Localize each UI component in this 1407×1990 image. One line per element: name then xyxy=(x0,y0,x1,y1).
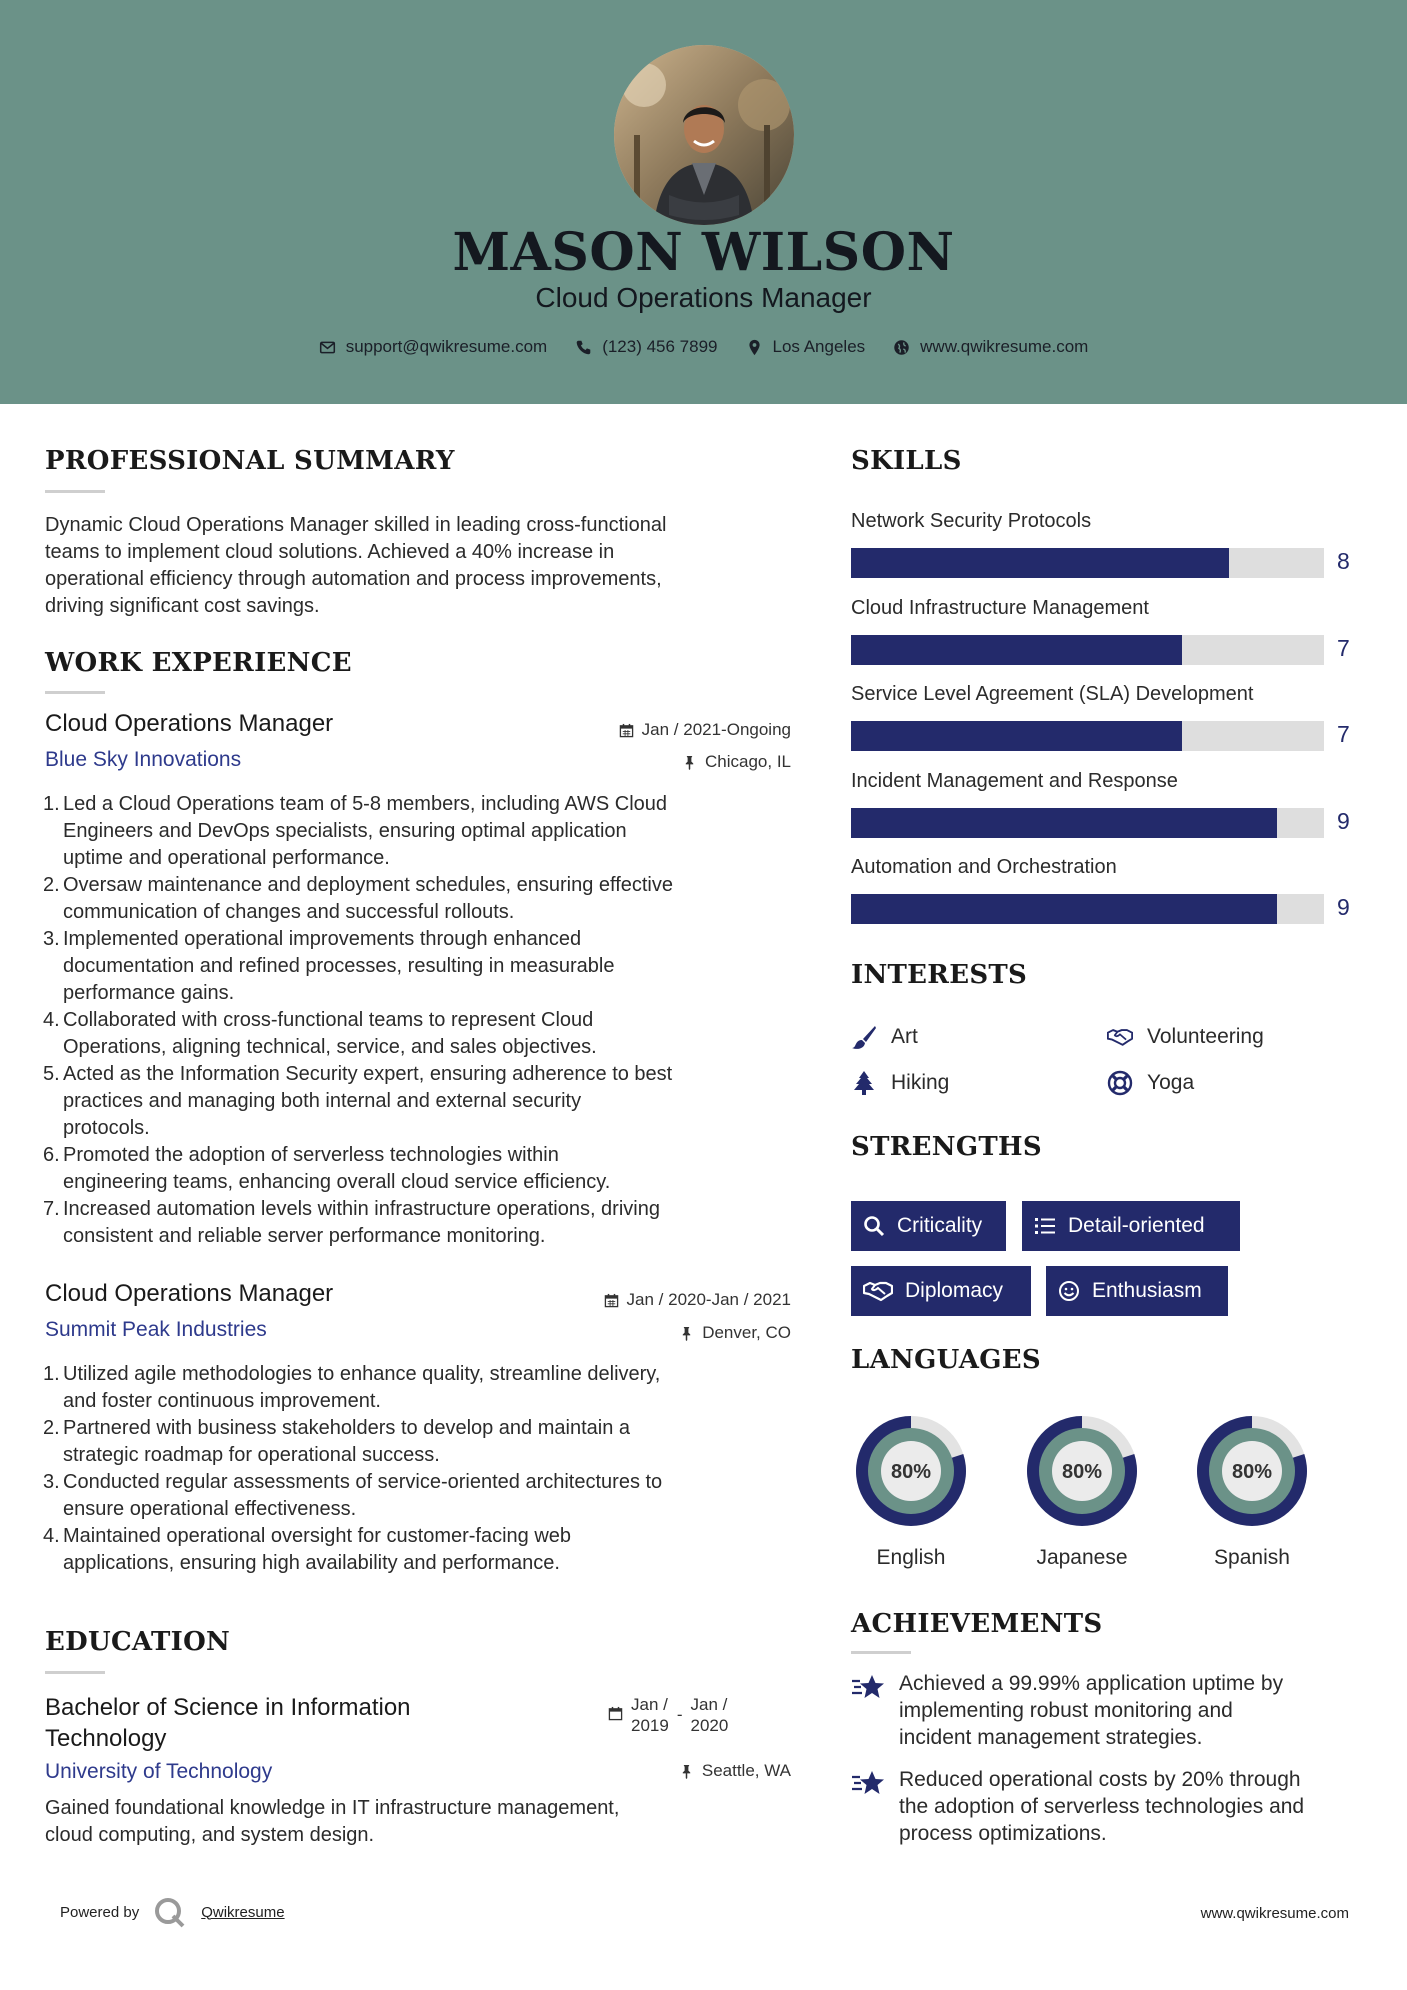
map-pin-icon xyxy=(746,339,763,356)
language-label: Japanese xyxy=(1036,1546,1128,1569)
list-icon xyxy=(1034,1215,1056,1237)
paintbrush-icon xyxy=(851,1024,877,1050)
skill-bar-fill xyxy=(851,548,1229,578)
pushpin-icon xyxy=(679,1764,694,1779)
envelope-icon xyxy=(319,339,336,356)
list-item: 2. Partnered with business stakeholders to develop and maintain a strategic roadmap for operational success. xyxy=(43,1417,631,1466)
skill-label: Cloud Infrastructure Management xyxy=(851,596,1149,619)
school-name: University of Technology xyxy=(45,1760,273,1783)
contact-website[interactable] xyxy=(893,337,1088,357)
summary-line: Dynamic Cloud Operations Manager skilled in leading cross-functional xyxy=(45,514,667,536)
search-icon xyxy=(863,1215,885,1237)
skill-score: 7 xyxy=(1337,721,1350,747)
qwikresume-logo-icon xyxy=(153,1896,187,1928)
summary-line: teams to implement cloud solutions. Achieved a 40% increase in xyxy=(45,541,615,563)
education-rule xyxy=(45,1671,105,1674)
education-location: Seattle, WA xyxy=(560,1761,791,1781)
education-heading: EDUCATION xyxy=(45,1627,231,1657)
job-dates-text: Jan / 2020-Jan / 2021 xyxy=(626,1290,791,1309)
summary-line: operational efficiency through automation and process improvements, xyxy=(45,568,662,590)
job-location-text: Denver, CO xyxy=(702,1323,791,1342)
achievement-item: Reduced operational costs by 20% through the adoption of serverless technologies and process optimizations. xyxy=(851,1766,1371,1847)
location-text: Los Angeles xyxy=(772,337,866,356)
strength-enthusiasm: Enthusiasm xyxy=(1046,1266,1228,1316)
handshake-icon xyxy=(1107,1024,1133,1050)
footer-website[interactable]: www.qwikresume.com xyxy=(1200,1905,1349,1922)
education-dates xyxy=(608,1694,728,1736)
job-location xyxy=(560,1323,791,1343)
skill-bar-fill xyxy=(851,808,1277,838)
skill-label: Incident Management and Response xyxy=(851,769,1178,792)
interest-yoga: Yoga xyxy=(1107,1070,1194,1096)
list-item: 6. Promoted the adoption of serverless technologies within engineering teams, enhancing overall cloud service efficiency. xyxy=(43,1144,611,1193)
strength-criticality: Criticality xyxy=(851,1201,1006,1251)
website-text: www.qwikresume.com xyxy=(920,337,1089,356)
languages-heading: LANGUAGES xyxy=(851,1345,1041,1375)
list-item: 5. Acted as the Information Security expert, ensuring adherence to best practices and managing both internal and external security protocols. xyxy=(43,1063,673,1139)
calendar-icon xyxy=(608,1706,623,1721)
job-duties xyxy=(45,791,815,1250)
list-item: 1. Utilized agile methodologies to enhance quality, streamline delivery, and foster continuous improvement. xyxy=(43,1363,661,1412)
list-item: 3. Conducted regular assessments of service-oriented architectures to ensure operational effectiveness. xyxy=(43,1471,663,1520)
skill-bar-track xyxy=(851,721,1324,751)
achievements-rule xyxy=(851,1651,911,1654)
job-title: Cloud Operations Manager xyxy=(45,710,334,737)
list-item: 3. Implemented operational improvements through enhanced documentation and refined processes, resulting in measurable performance gains. xyxy=(43,928,615,1004)
achievements-heading: ACHIEVEMENTS xyxy=(851,1609,1103,1639)
summary-text xyxy=(45,512,805,620)
phone-icon xyxy=(575,339,592,356)
list-item: 4. Maintained operational oversight for customer-facing web applications, ensuring high availability and performance. xyxy=(43,1525,572,1574)
tree-icon xyxy=(851,1070,877,1096)
strength-detail-oriented: Detail-oriented xyxy=(1022,1201,1240,1251)
skill-label: Service Level Agreement (SLA) Development xyxy=(851,683,1254,705)
language-ring xyxy=(850,1410,972,1532)
language-label: Spanish xyxy=(1214,1546,1290,1569)
phone-text: (123) 456 7899 xyxy=(602,337,718,356)
smile-icon xyxy=(1058,1280,1080,1302)
skill-score: 8 xyxy=(1337,548,1350,574)
footer-powered-by: Powered by Qwikresume xyxy=(60,1896,285,1928)
lifebuoy-icon xyxy=(1107,1070,1133,1096)
email-text: support@qwikresume.com xyxy=(345,337,548,356)
qwikresume-link[interactable]: Qwikresume xyxy=(201,1903,285,1921)
pushpin-icon xyxy=(682,755,697,770)
contact-email[interactable] xyxy=(319,337,548,357)
education-description: Gained foundational knowledge in IT infrastructure management, cloud computing, and system design. xyxy=(45,1797,620,1846)
skill-bar-track xyxy=(851,808,1324,838)
job-dates-text: Jan / 2021-Ongoing xyxy=(641,720,791,739)
experience-heading: WORK EXPERIENCE xyxy=(45,648,352,678)
job-duties xyxy=(45,1361,815,1577)
skill-label: Network Security Protocols xyxy=(851,510,1092,532)
contact-phone[interactable] xyxy=(575,337,717,357)
resume-header xyxy=(0,0,1407,404)
list-item: 1. Led a Cloud Operations team of 5-8 members, including AWS Cloud Engineers and DevOps specialists, ensuring optimal application uptime and operational performance. xyxy=(43,793,668,869)
skill-bar-track xyxy=(851,894,1324,924)
date-separator: - xyxy=(676,1705,683,1724)
interests-heading: INTERESTS xyxy=(851,960,1028,990)
language-label: English xyxy=(876,1546,946,1569)
summary-heading: PROFESSIONAL SUMMARY xyxy=(45,446,455,476)
job-location xyxy=(560,752,791,772)
start-date: Jan / 2019 xyxy=(631,1695,669,1735)
job-location-text: Chicago, IL xyxy=(705,752,791,771)
achievement-item: Achieved a 99.99% application uptime by implementing robust monitoring and incident management strategies. xyxy=(851,1670,1371,1751)
skill-bar-track xyxy=(851,548,1324,578)
language-percent: 80% xyxy=(1061,1461,1103,1483)
candidate-title: Cloud Operations Manager xyxy=(535,282,872,313)
candidate-name: MASON WILSON xyxy=(452,222,955,283)
end-date: Jan / 2020 xyxy=(690,1695,729,1735)
pushpin-icon xyxy=(679,1326,694,1341)
degree-title: Bachelor of Science in Information Technology xyxy=(45,1694,411,1752)
globe-icon xyxy=(893,339,910,356)
skill-score: 9 xyxy=(1337,807,1350,834)
star-icon xyxy=(851,1768,885,1798)
language-percent: 80% xyxy=(1231,1461,1273,1483)
language-percent: 80% xyxy=(890,1461,932,1483)
contact-bar xyxy=(0,337,1407,357)
experience-rule xyxy=(45,691,105,694)
language-ring xyxy=(1021,1410,1143,1532)
summary-line: driving significant cost savings. xyxy=(45,595,320,617)
contact-location xyxy=(746,337,866,357)
calendar-icon xyxy=(604,1293,619,1308)
skill-score: 9 xyxy=(1337,894,1350,920)
company-name: Blue Sky Innovations xyxy=(45,748,242,771)
language-ring xyxy=(1191,1410,1313,1532)
profile-photo xyxy=(614,45,794,225)
skill-bar-fill xyxy=(851,894,1277,924)
summary-rule xyxy=(45,490,105,493)
skill-bar-fill xyxy=(851,635,1182,665)
skill-bar-track xyxy=(851,635,1324,665)
interest-volunteering: Volunteering xyxy=(1107,1024,1264,1050)
skill-score: 7 xyxy=(1337,634,1350,661)
interest-hiking: Hiking xyxy=(851,1070,949,1096)
handshake-icon xyxy=(863,1280,893,1302)
strength-diplomacy: Diplomacy xyxy=(851,1266,1031,1316)
job-dates xyxy=(540,1290,791,1310)
list-item: 7. Increased automation levels within infrastructure operations, driving consistent and reliable server performance monitoring. xyxy=(43,1198,660,1247)
calendar-icon xyxy=(619,723,634,738)
job-title: Cloud Operations Manager xyxy=(45,1280,334,1307)
skills-heading: SKILLS xyxy=(851,446,962,476)
list-item: 2. Oversaw maintenance and deployment schedules, ensuring effective communication of changes and successful rollouts. xyxy=(43,874,673,923)
job-dates xyxy=(560,720,791,740)
skill-bar-fill xyxy=(851,721,1182,751)
star-icon xyxy=(851,1672,885,1702)
strengths-heading: STRENGTHS xyxy=(851,1132,1042,1162)
interest-art: Art xyxy=(851,1024,918,1050)
company-name: Summit Peak Industries xyxy=(45,1318,267,1341)
list-item: 4. Collaborated with cross-functional teams to represent Cloud Operations, aligning technical, service, and sales objectives. xyxy=(43,1009,597,1058)
skill-label: Automation and Orchestration xyxy=(851,856,1117,878)
